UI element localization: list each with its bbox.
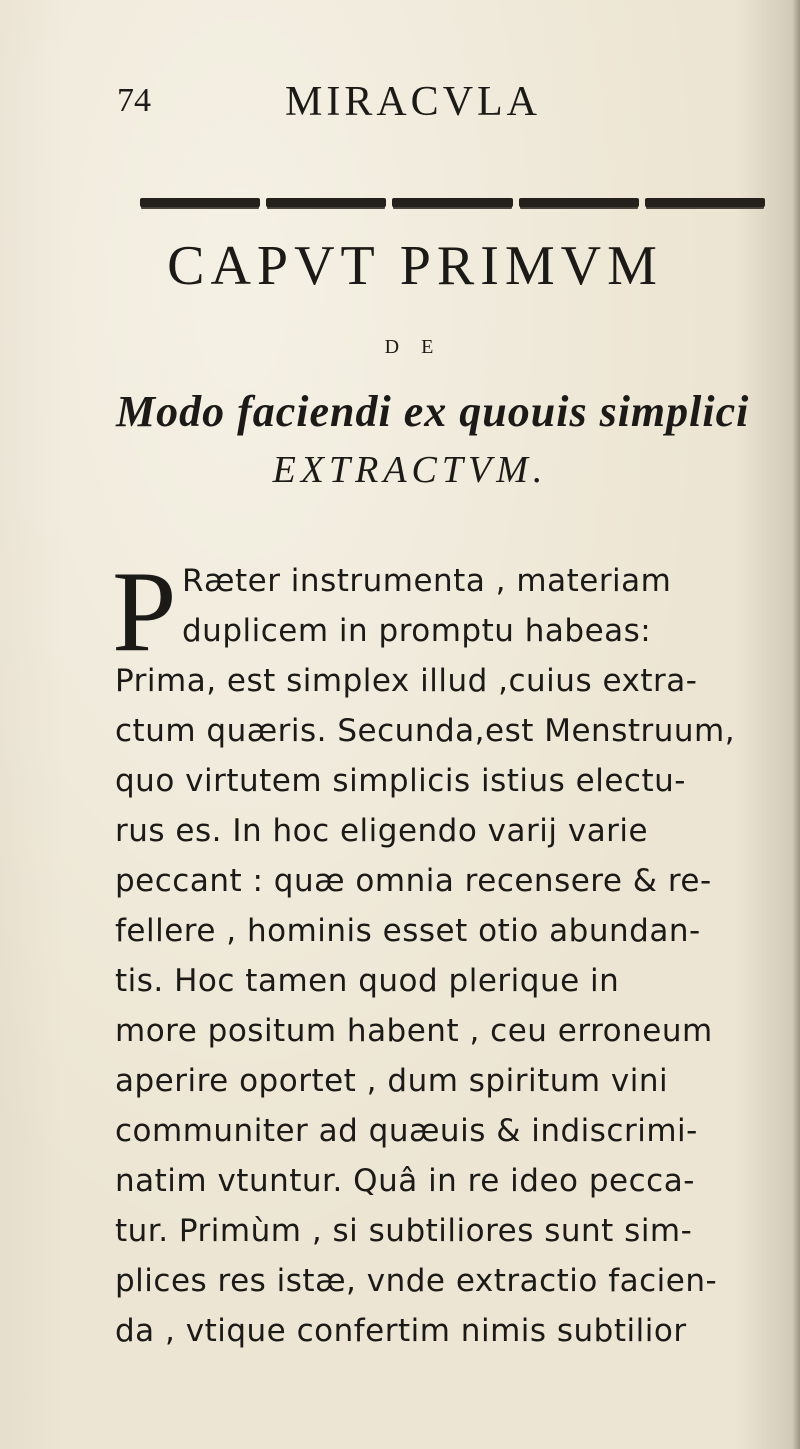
ornament-rule	[140, 196, 765, 210]
page-edge-shadow	[792, 0, 800, 1449]
body-line-15: plices res istæ, vnde extractio facien-	[115, 1263, 718, 1299]
body-line-3: Prima, est simplex illud ,cuius extra-	[115, 663, 698, 699]
body-line-5: quo virtutem simplicis istius electu-	[115, 763, 686, 799]
body-line-16: da , vtique confertim nimis subtilior	[115, 1313, 687, 1349]
chapter-subtitle-line2: EXTRACTVM.	[272, 449, 548, 491]
body-line-14: tur. Primùm , si subtiliores sunt sim-	[115, 1213, 693, 1249]
chapter-subtitle-line1: Modo faciendi ex quouis simplici	[116, 387, 750, 436]
body-line-2: duplicem in promptu habeas:	[182, 613, 652, 649]
drop-cap: P	[112, 548, 177, 676]
body-line-1: Ræter instrumenta , materiam	[182, 563, 672, 599]
body-line-13: natim vtuntur. Quâ in re ideo pecca-	[115, 1163, 695, 1199]
chapter-de: DE	[384, 336, 456, 358]
page-number: 74	[117, 82, 151, 119]
body-line-11: aperire oportet , dum spiritum vini	[115, 1063, 669, 1099]
body-line-7: peccant : quæ omnia recensere & re-	[115, 863, 712, 899]
body-line-12: communiter ad quæuis & indiscrimi-	[115, 1113, 698, 1149]
body-line-4: ctum quæris. Secunda,est Menstruum,	[115, 713, 736, 749]
chapter-title: CAPVT PRIMVM	[167, 235, 663, 297]
running-head: MIRACVLA	[285, 79, 542, 125]
body-line-10: more positum habent , ceu erroneum	[115, 1013, 713, 1049]
body-line-8: fellere , hominis esset otio abundan-	[115, 913, 701, 949]
body-line-9: tis. Hoc tamen quod plerique in	[115, 963, 620, 999]
body-line-6: rus es. In hoc eligendo varij varie	[115, 813, 649, 849]
